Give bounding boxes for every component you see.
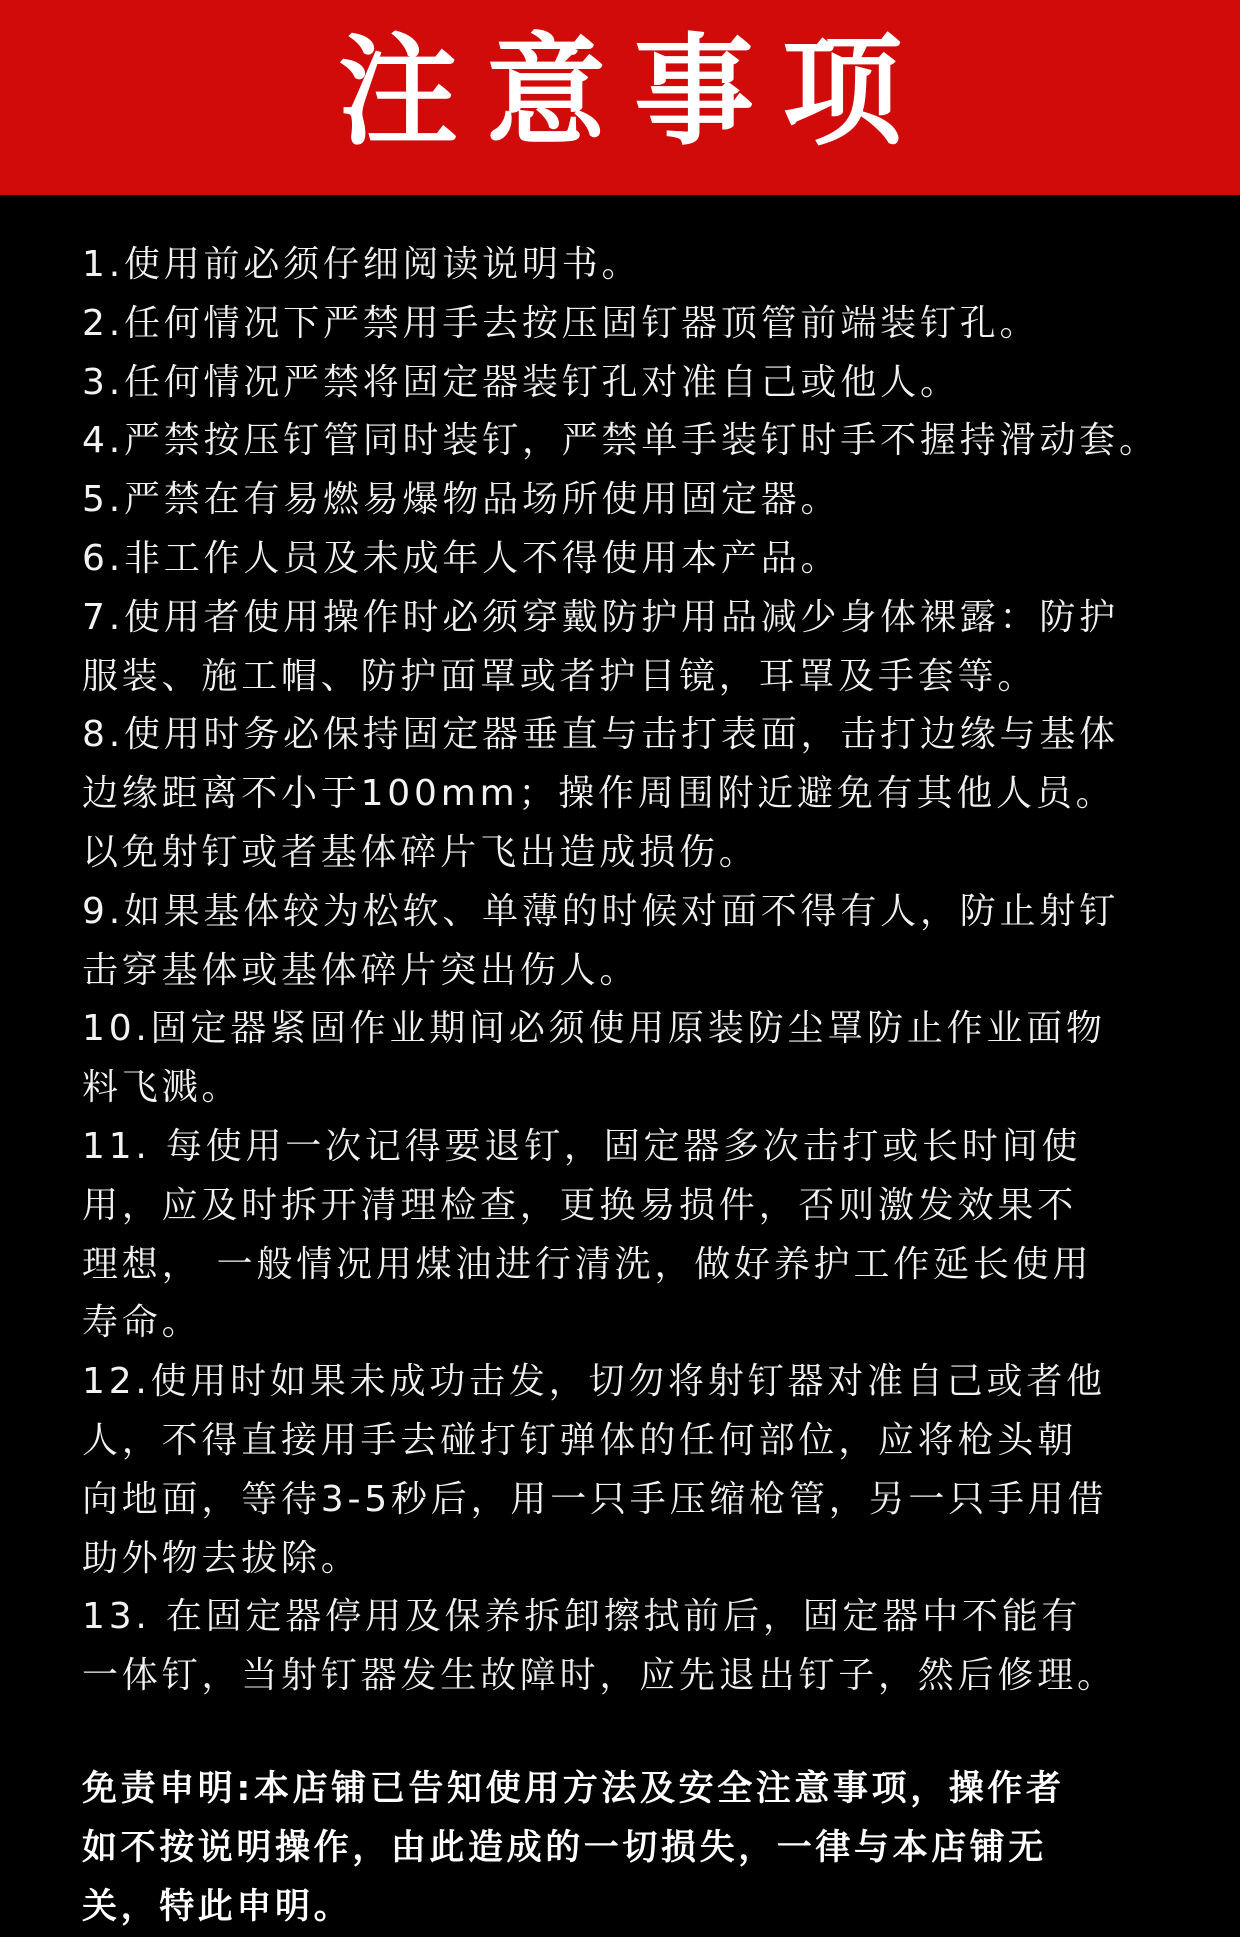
notice-line: 11. 每使用一次记得要退钉，固定器多次击打或长时间使 (82, 1125, 1082, 1167)
notice-list (82, 236, 1232, 1706)
notice-line: 人，不得直接用手去碰打钉弹体的任何部位，应将枪头朝 (82, 1419, 1078, 1461)
notice-line: 2.任何情况下严禁用手去按压固钉器顶管前端装钉孔。 (82, 302, 1040, 344)
notice-line: 向地面，等待3-5秒后，用一只手压缩枪管，另一只手用借 (82, 1478, 1108, 1520)
notice-line: 寿命。 (82, 1302, 202, 1344)
notice-line: 服装、施工帽、防护面罩或者护目镜，耳罩及手套等。 (82, 655, 1038, 697)
notice-line: 用，应及时拆开清理检查，更换易损件，否则激发效果不 (82, 1184, 1078, 1226)
notice-line: 击穿基体或基体碎片突出伤人。 (82, 949, 640, 991)
title-banner (0, 0, 1240, 195)
notice-line: 8.使用时务必保持固定器垂直与击打表面，击打边缘与基体 (82, 714, 1119, 756)
notice-line: 13. 在固定器停用及保养拆卸擦拭前后，固定器中不能有 (82, 1596, 1082, 1638)
disclaimer-block (82, 1760, 1232, 1937)
notice-line: 助外物去拔除。 (82, 1537, 361, 1579)
notice-line: 7.使用者使用操作时必须穿戴防护用品减少身体裸露：防护 (82, 596, 1119, 638)
notice-line: 一体钉，当射钉器发生故障时，应先退出钉子，然后修理。 (82, 1655, 1117, 1697)
notice-line: 理想， 一般情况用煤油进行清洗，做好养护工作延长使用 (82, 1243, 1093, 1285)
page-title: 注意事项 (338, 22, 930, 162)
notice-line: 料飞溅。 (82, 1067, 242, 1109)
notice-line: 边缘距离不小于100mm；操作周围附近避免有其他人员。 (82, 773, 1116, 815)
notice-line: 1.使用前必须仔细阅读说明书。 (82, 244, 642, 285)
disclaimer-line: 如不按说明操作，由此造成的一切损失，一律与本店铺无 (82, 1828, 1048, 1868)
disclaimer-line: 关，特此申明。 (82, 1887, 353, 1927)
notice-line: 12.使用时如果未成功击发，切勿将射钉器对准自己或者他 (82, 1361, 1106, 1403)
notice-line: 9.如果基体较为松软、单薄的时候对面不得有人，防止射钉 (82, 890, 1119, 932)
notice-line: 以免射钉或者基体碎片飞出造成损伤。 (82, 831, 759, 873)
disclaimer-line: 免责申明:本店铺已告知使用方法及安全注意事项，操作者 (82, 1769, 1065, 1809)
notice-line: 5.严禁在有易燃易爆物品场所使用固定器。 (82, 479, 841, 521)
notice-line: 3.任何情况严禁将固定器装钉孔对准自己或他人。 (82, 361, 960, 403)
notice-line: 6.非工作人员及未成年人不得使用本产品。 (82, 537, 841, 579)
notice-line: 4.严禁按压钉管同时装钉，严禁单手装钉时手不握持滑动套。 (82, 420, 1159, 462)
notice-line: 10.固定器紧固作业期间必须使用原装防尘罩防止作业面物 (82, 1008, 1106, 1050)
